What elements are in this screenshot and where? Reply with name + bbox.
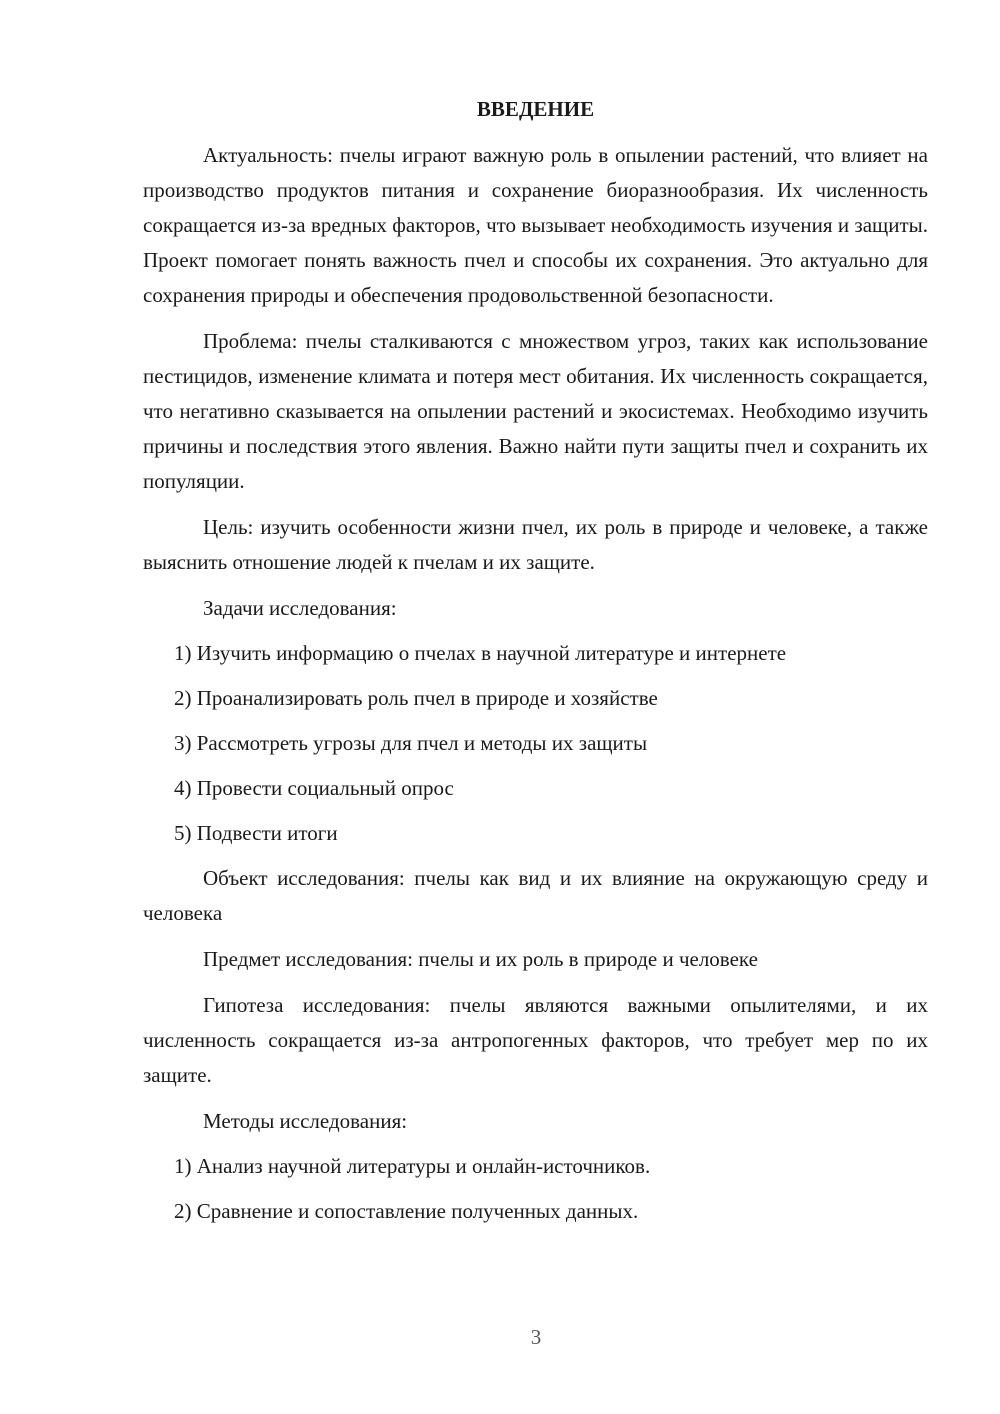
goal-paragraph: Цель: изучить особенности жизни пчел, их роль в природе и человеке, а также выяснить отношение людей к пчелам и их защите. — [143, 515, 928, 574]
document-page — [143, 92, 928, 1239]
task-item: 1) Изучить информацию о пчелах в научной литературе и интернете — [174, 641, 787, 665]
task-item: 2) Проанализировать роль пчел в природе и хозяйстве — [174, 686, 658, 710]
object-paragraph: Объект исследования: пчелы как вид и их влияние на окружающую среду и человека — [143, 866, 928, 925]
tasks-heading: Задачи исследования: — [203, 596, 397, 620]
method-item: 1) Анализ научной литературы и онлайн-источников. — [174, 1154, 651, 1178]
tasks-list — [143, 636, 928, 851]
method-item: 2) Сравнение и сопоставление полученных данных. — [174, 1199, 639, 1223]
page-title: ВВЕДЕНИЕ — [476, 97, 595, 121]
task-item: 5) Подвести итоги — [174, 821, 338, 845]
subject-paragraph: Предмет исследования: пчелы и их роль в природе и человеке — [203, 947, 758, 971]
methods-heading: Методы исследования: — [203, 1109, 408, 1133]
task-item: 4) Провести социальный опрос — [174, 776, 454, 800]
problem-paragraph: Проблема: пчелы сталкиваются с множеством угроз, таких как использование пестицидов, изменение климата и потеря мест обитания. Их численность сокращается, что негативно сказывается на опылении растений и экосистемах. Необходимо изучить причины и последствия этого явления. Важно найти пути защиты пчел и сохранить их популяции. — [143, 329, 928, 493]
page-number: 3 — [530, 1325, 542, 1349]
relevance-paragraph: Актуальность: пчелы играют важную роль в опылении растений, что влияет на производство продуктов питания и сохранение биоразнообразия. Их численность сокращается из-за вредных факторов, что вызывает необходимость изучения и защиты. Проект помогает понять важность пчел и способы их сохранения. Это актуально для сохранения природы и обеспечения продовольственной безопасности. — [143, 143, 928, 307]
hypothesis-paragraph: Гипотеза исследования: пчелы являются важными опылителями, и их численность сокращается из-за антропогенных факторов, что требует мер по их защите. — [143, 993, 928, 1087]
methods-list — [143, 1149, 928, 1229]
task-item: 3) Рассмотреть угрозы для пчел и методы их защиты — [174, 731, 648, 755]
